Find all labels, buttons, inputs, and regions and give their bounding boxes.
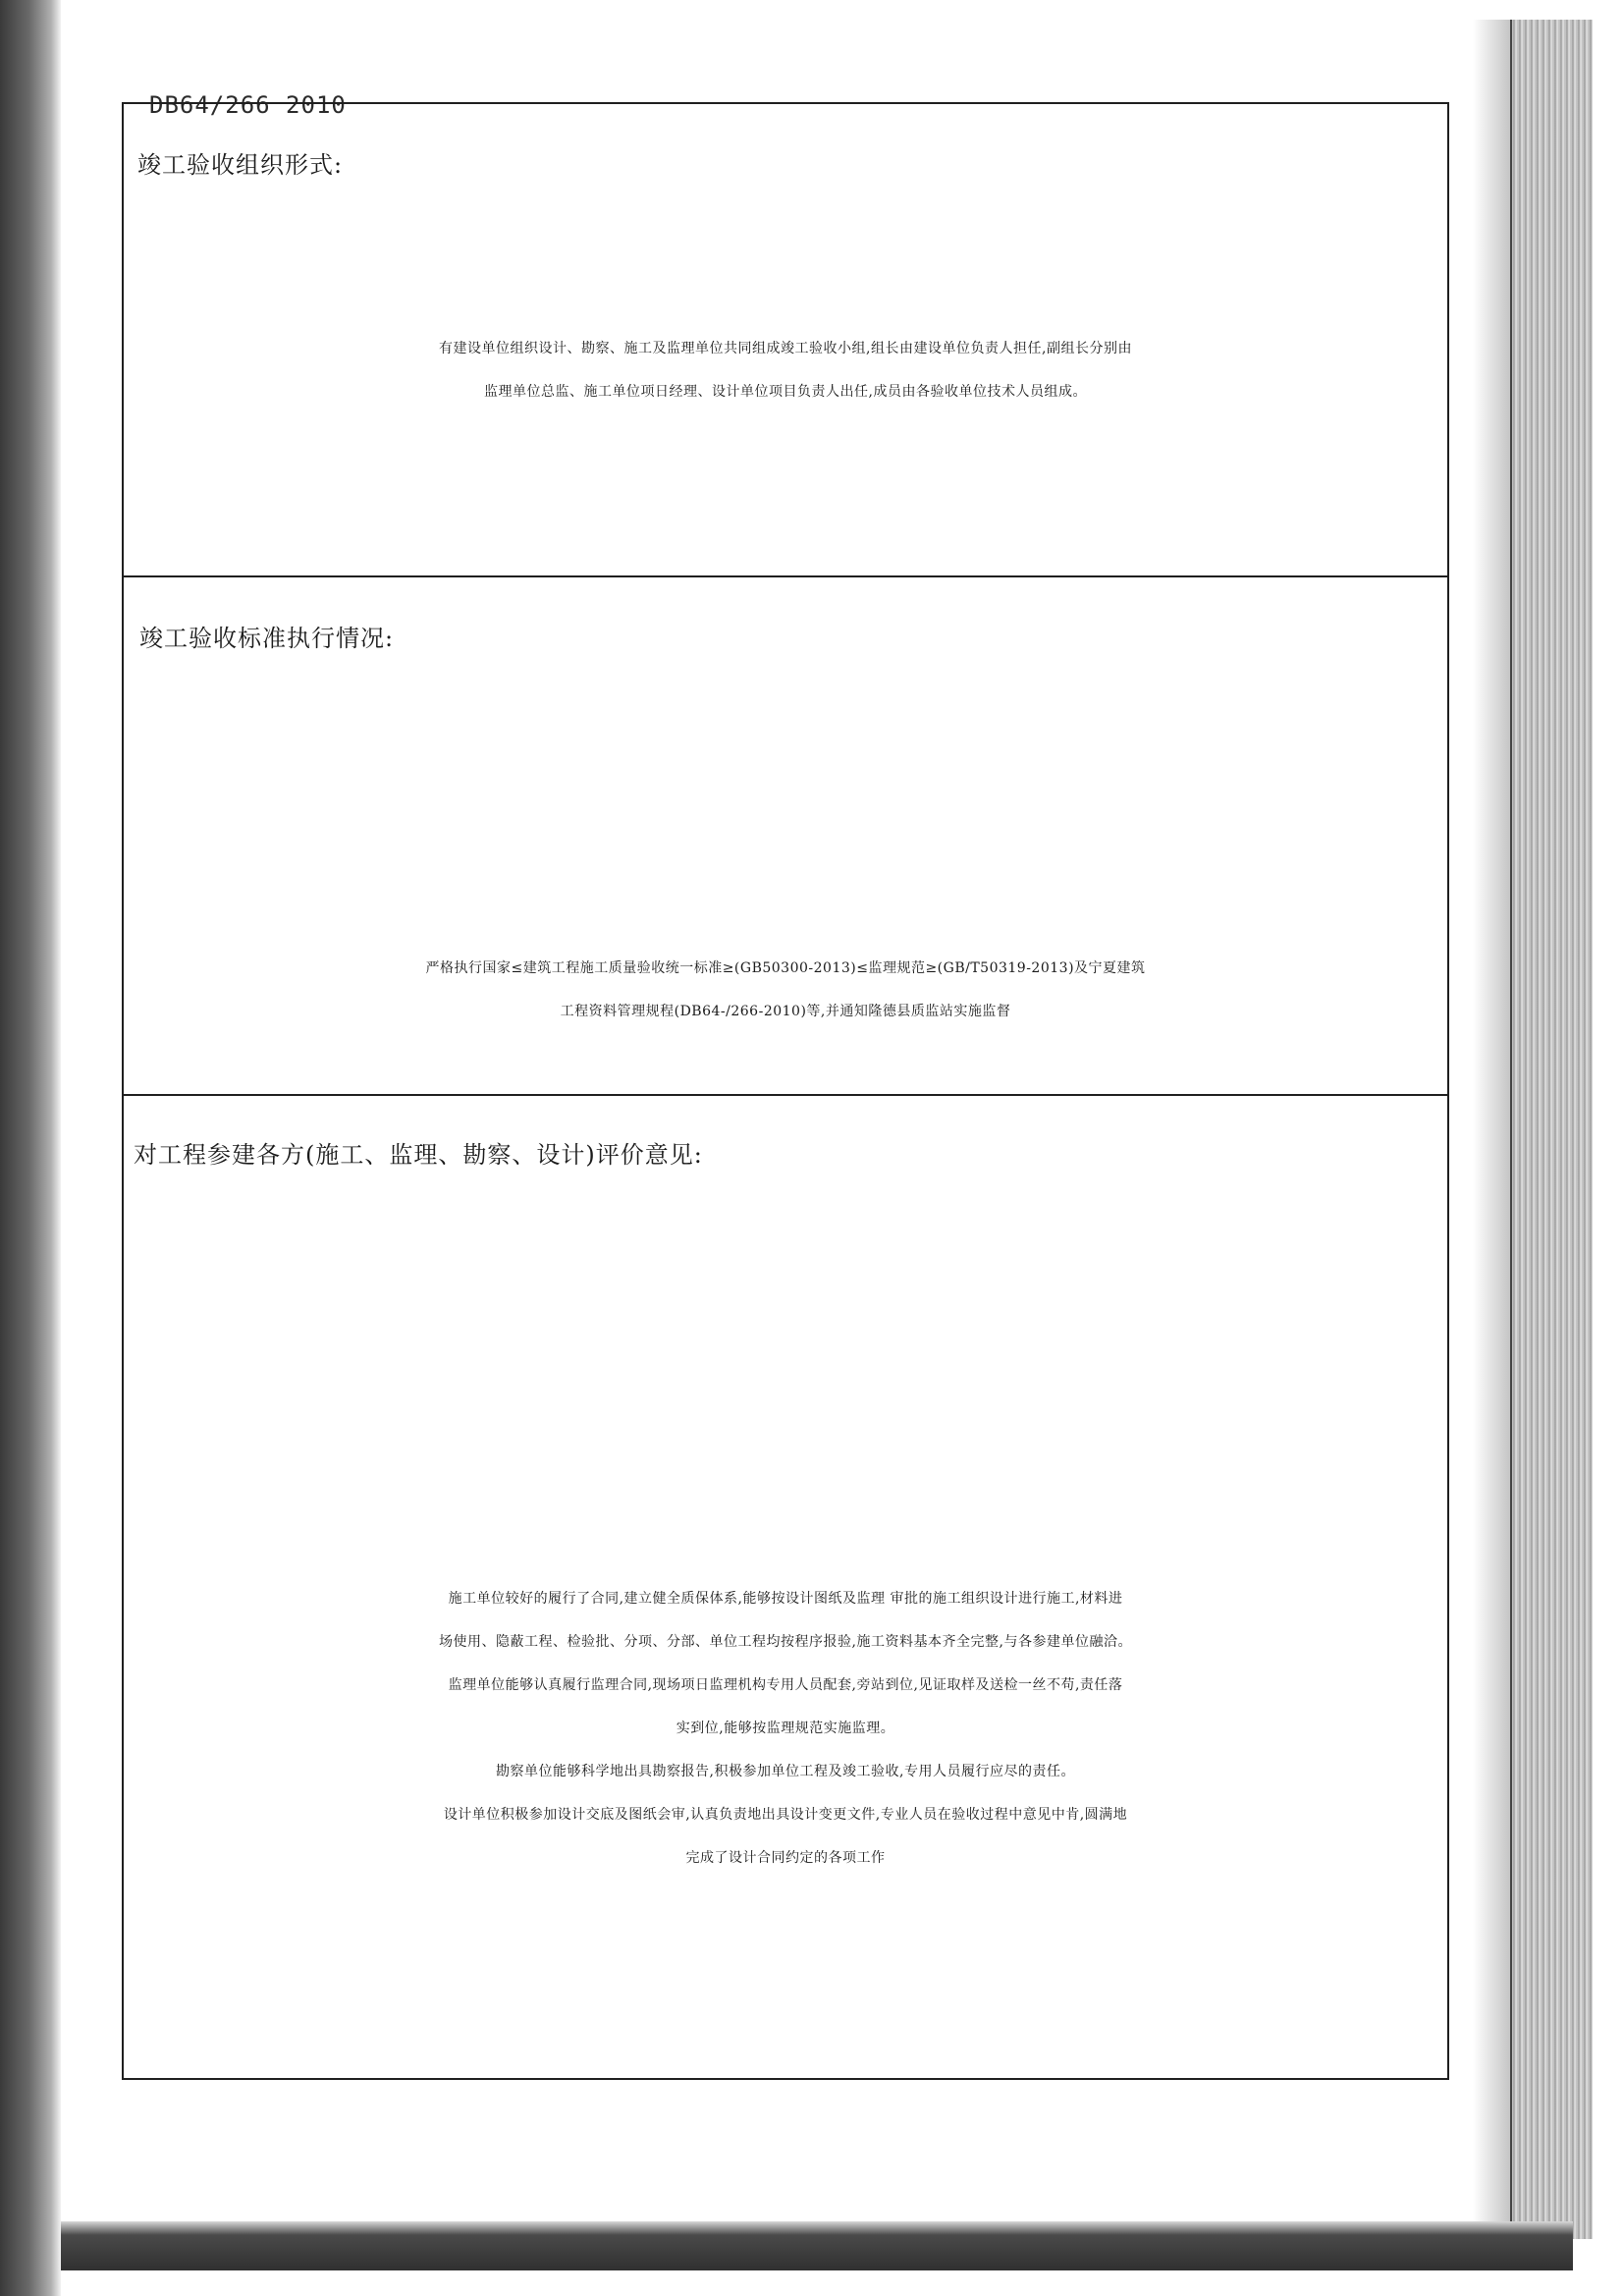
text-line: 完成了设计合同约定的各项工作 xyxy=(685,1850,886,1866)
text-line: 工程资料管理规程(DB64-/266-2010)等,并通知隆德县质监站实施监督 xyxy=(560,1004,1011,1019)
acceptance-form-table xyxy=(122,102,1449,2080)
document-code: DB64/266 2010 xyxy=(149,91,347,119)
section-title: 竣工验收组织形式: xyxy=(137,151,344,179)
section-participant-evaluation xyxy=(124,1094,1447,2078)
scan-binding-shadow xyxy=(0,0,61,2296)
section-title: 竣工验收标准执行情况: xyxy=(139,625,395,652)
section-acceptance-organization xyxy=(124,104,1447,575)
scan-page-stack-edge xyxy=(1510,20,1593,2239)
scan-right-shade xyxy=(1473,20,1512,2239)
section-body xyxy=(124,1577,1447,1880)
text-line: 有建设单位组织设计、勘察、施工及监理单位共同组成竣工验收小组,组长由建设单位负责人担任,副组长分别由 xyxy=(439,341,1132,356)
text-line: 勘察单位能够科学地出具勘察报告,积极参加单位工程及竣工验收,专用人员履行应尽的责任。 xyxy=(496,1764,1075,1779)
section-title: 对工程参建各方(施工、监理、勘察、设计)评价意见: xyxy=(134,1141,703,1169)
text-line: 监理单位能够认真履行监理合同,现场项日监理机构专用人员配套,旁站到位,见证取样及送检一丝不苟,责任落 xyxy=(448,1677,1123,1693)
scan-bottom-shadow xyxy=(61,2221,1573,2270)
text-line: 施工单位较好的履行了合同,建立健全质保体系,能够按设计图纸及监理 审批的施工组织设计进行施工,材料进 xyxy=(448,1591,1123,1607)
section-body xyxy=(124,947,1447,1033)
text-line: 场使用、隐蔽工程、检验批、分项、分部、单位工程均按程序报验,施工资料基本齐全完整,与各参建单位融洽。 xyxy=(439,1634,1132,1650)
text-line: 监理单位总监、施工单位项日经理、设计单位项目负责人出任,成员由各验收单位技术人员组成。 xyxy=(484,384,1087,400)
text-line: 实到位,能够按监理规范实施监理。 xyxy=(676,1721,895,1736)
section-body xyxy=(124,327,1447,413)
text-line: 设计单位积极参加设计交底及图纸会审,认真负责地出具设计变更文件,专业人员在验收过程中意见中肯,圆满地 xyxy=(443,1807,1128,1823)
text-line: 严格执行国家≤建筑工程施工质量验收统一标准≥(GB50300-2013)≤监理规范≥(GB/T50319-2013)及宁夏建筑 xyxy=(425,960,1146,976)
section-acceptance-standards xyxy=(124,575,1447,1094)
